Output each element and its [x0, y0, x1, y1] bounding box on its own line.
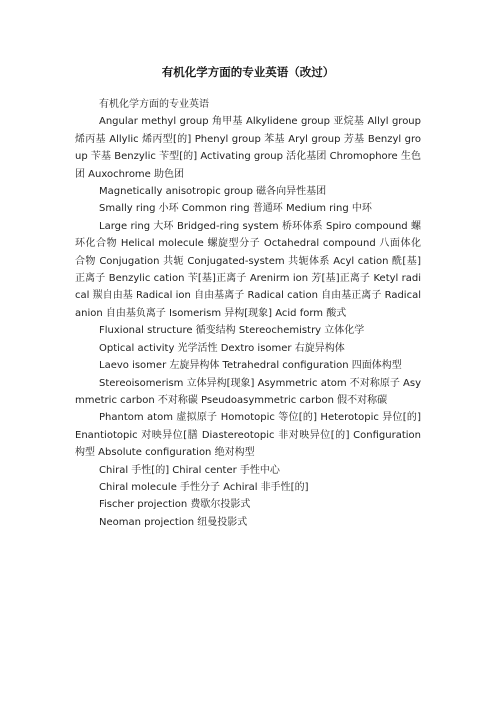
paragraph-phantom: Phantom atom 虚拟原子 Homotopic 等位[的] Heterotopic 异位[的] Enantiotopic 对映异位[膳 Diastereotopic 非对映异位[的] Configuration 构型 Absolute configuration 绝对构型	[75, 412, 421, 459]
paragraph-large-ring: Large ring 大环 Bridged-ring system 桥环体系 Spiro compound 螺环化合物 Helical molecule 螺旋型分子 Octahedral compound 八面体化合物 Conjugation 共轭 Conjugated-system 共轭体系 Acyl cation 酰[基]正离子 Benzylic cation 苄[基]正离子 Arenirm ion 芳[基]正离子 Ketyl radical 羰自由基 Radical ion 自由基离子 Radical cation 自由基正离子 Radical anion 自由基负离子 Isomerism 异构[现象] Acid form 酸式	[75, 220, 421, 319]
paragraph-fluxional: Fluxional structure 循变结构 Stereochemistry 立体化学	[99, 325, 365, 337]
paragraph-chiral: Chiral 手性[的] Chiral center 手性中心	[99, 464, 280, 476]
document-body	[75, 96, 421, 531]
paragraph-chiral-molecule: Chiral molecule 手性分子 Achiral 非手性[的]	[99, 481, 309, 493]
paragraph-stereoisomerism: Stereoisomerism 立体异构[现象] Asymmetric atom 不对称原子 Asymmetric carbon 不对称碳 Pseudoasymmetric carbon 假不对称碳	[75, 377, 421, 406]
paragraph-newman: Neoman projection 纽曼投影式	[99, 516, 248, 528]
paragraph-heading: 有机化学方面的专业英语	[99, 99, 209, 110]
paragraph-optical: Optical activity 光学活性 Dextro isomer 右旋异构体	[99, 342, 345, 354]
paragraph-fischer: Fischer projection 费歇尔投影式	[99, 499, 251, 511]
paragraph-groups: Angular methyl group 角甲基 Alkylidene group 亚烷基 Allyl group 烯丙基 Allylic 烯丙型[的] Phenyl group 苯基 Aryl group 芳基 Benzyl group 苄基 Benzylic 苄型[的] Activating group 活化基团 Chromophore 生色团 Auxochrome 助色团	[75, 116, 421, 180]
paragraph-laevo: Laevo isomer 左旋异构体 Tetrahedral configuration 四面体构型	[99, 360, 402, 372]
paragraph-rings: Smally ring 小环 Common ring 普通环 Medium ring 中环	[99, 203, 372, 215]
paragraph-anisotropic: Magnetically anisotropic group 磁各向异性基团	[99, 186, 327, 198]
document-title: 有机化学方面的专业英语（改过）	[161, 65, 335, 79]
